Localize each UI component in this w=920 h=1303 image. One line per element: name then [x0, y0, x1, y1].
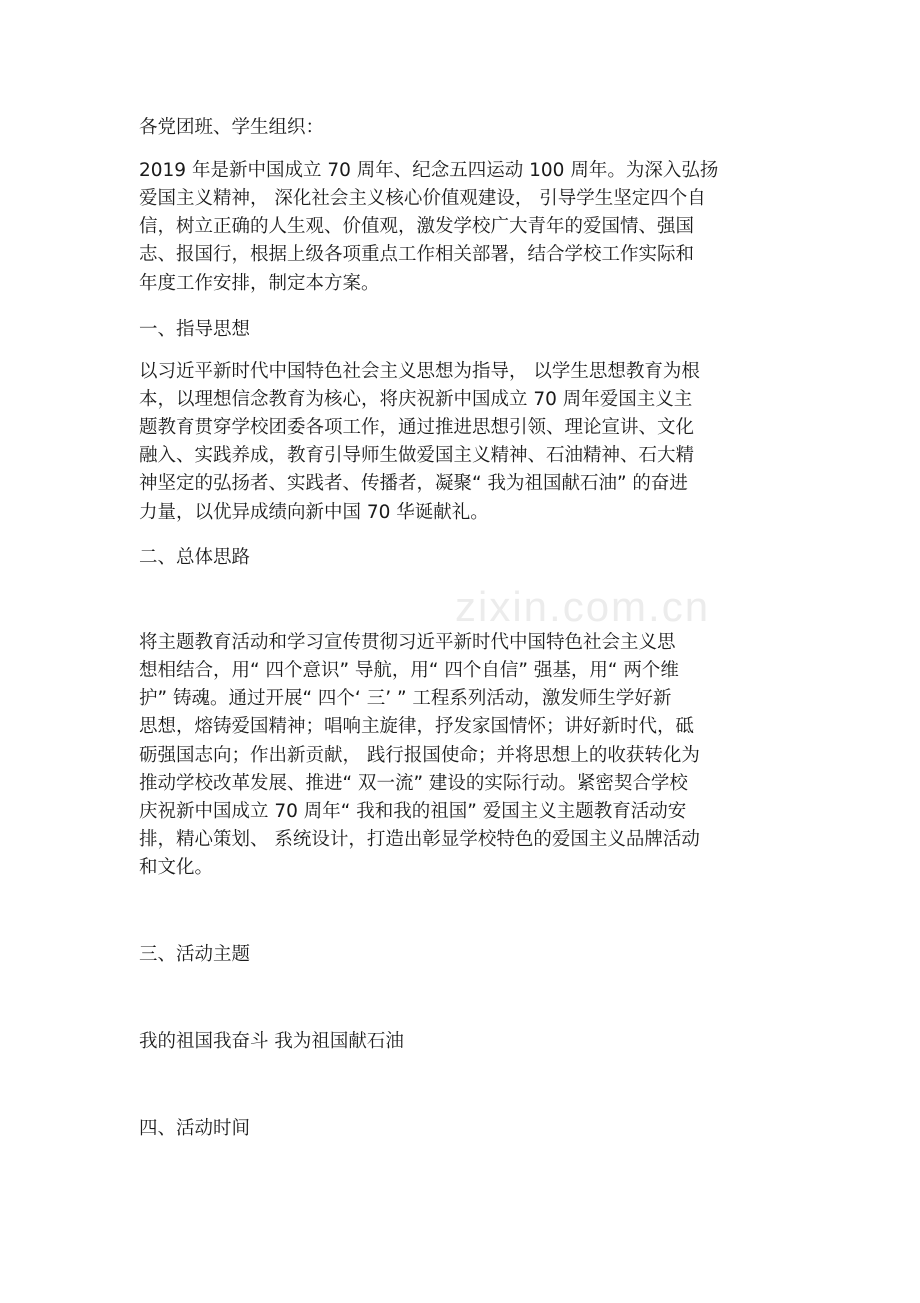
paragraph-line: 将主题教育活动和学习宣传贯彻习近平新时代中国特色社会主义思 [139, 632, 676, 653]
intro-line: 年度工作安排，制定本方案。 [139, 273, 380, 294]
salutation: 各党团班、学生组织： [139, 117, 325, 138]
section-heading-activity-time: 四、活动时间 [139, 1118, 251, 1139]
paragraph-line: 题教育贯穿学校团委各项工作，通过推进思想引领、理论宣讲、文化 [139, 417, 695, 438]
section-heading-guiding-thought: 一、指导思想 [139, 319, 251, 340]
intro-line: 信，树立正确的人生观、价值观，激发学校广大青年的爱国情、强国 [139, 216, 695, 237]
paragraph-line: 排，精心策划、 系统设计，打造出彰显学校特色的爱国主义品牌活动 [139, 829, 700, 850]
activity-theme-text: 我的祖国我奋斗 我为祖国献石油 [139, 1031, 404, 1052]
watermark: zixin.com.cn [455, 583, 711, 630]
intro-line: 爱国主义精神， 深化社会主义核心价值观建设， 引导学生坚定四个自 [139, 188, 706, 209]
paragraph-line: 推动学校改革发展、推进“ 双一流” 建设的实际行动。紧密契合学校 [139, 773, 688, 794]
paragraph-line: 神坚定的弘扬者、实践者、传播者，凝聚“ 我为祖国献石油” 的奋进 [139, 473, 688, 494]
paragraph-line: 想相结合，用“ 四个意识” 导航，用“ 四个自信” 强基，用“ 两个维 [139, 660, 679, 681]
section-heading-activity-theme: 三、活动主题 [139, 944, 251, 965]
section-heading-overall-approach: 二、总体思路 [139, 547, 251, 568]
paragraph-line: 以习近平新时代中国特色社会主义思想为指导， 以学生思想教育为根 [139, 361, 700, 382]
intro-line: 志、报国行，根据上级各项重点工作相关部署，结合学校工作实际和 [139, 244, 695, 265]
paragraph-line: 思想，熔铸爱国精神；唱响主旋律，抒发家国情怀；讲好新时代，砥 [139, 716, 695, 737]
paragraph-line: 庆祝新中国成立 70 周年“ 我和我的祖国” 爱国主义主题教育活动安 [139, 801, 687, 822]
paragraph-line: 护” 铸魂。通过开展“ 四个‘ 三’ ” 工程系列活动，激发师生学好新 [139, 688, 672, 709]
intro-line: 2019 年是新中国成立 70 周年、纪念五四运动 100 周年。为深入弘扬 [139, 160, 719, 181]
paragraph-line: 力量，以优异成绩向新中国 70 华诞献礼。 [139, 502, 489, 523]
paragraph-line: 本，以理想信念教育为核心，将庆祝新中国成立 70 周年爱国主义主 [139, 389, 693, 410]
paragraph-line: 砺强国志向；作出新贡献， 践行报国使命；并将思想上的收获转化为 [139, 745, 700, 766]
paragraph-line: 融入、实践养成，教育引导师生做爱国主义精神、石油精神、石大精 [139, 445, 695, 466]
paragraph-line: 和文化。 [139, 857, 214, 878]
